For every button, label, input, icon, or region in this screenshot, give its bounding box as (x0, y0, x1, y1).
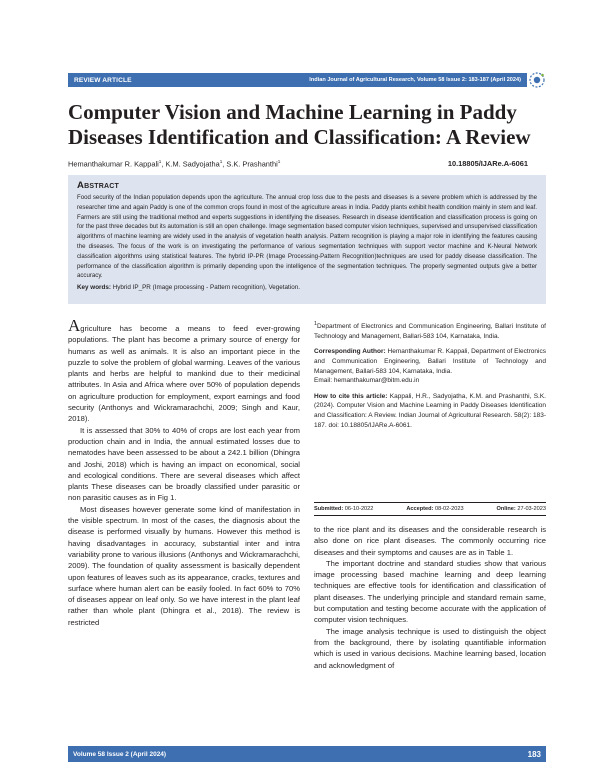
keywords-text: Hybrid IP_PR (Image processing - Pattern recognition), Vegetation. (112, 284, 300, 292)
accepted-date: Accepted: 08-02-2023 (406, 506, 464, 512)
author-name[interactable]: S.K. Prashanthi (226, 159, 278, 169)
submitted-date: Submitted: 06-10-2022 (314, 506, 374, 512)
affiliation-mark: 1 (277, 159, 281, 164)
affiliation: $^1$Department of Electronics and Communication Engineering, Ballari Institute of Technology and Management, Ballari-583 104, Karnataka, India. (314, 321, 546, 340)
footer-issue: Volume 58 Issue 2 (April 2024) (73, 750, 167, 758)
footer-bar (68, 746, 546, 762)
online-date: Online: 27-03-2023 (496, 506, 546, 512)
page-number: 183 (527, 749, 541, 759)
affiliation-mark: 1 (158, 159, 162, 164)
author-list: Hemanthakumar R. Kappali$^1$, K.M. Sadyojatha$^1$, S.K. Prashanthi$^1$ (68, 159, 281, 169)
crossmark-logo-icon[interactable] (528, 71, 546, 89)
email-link[interactable]: Email: hemanthakumar@bitm.edu.in (314, 377, 420, 385)
paragraph: The image analysis technique is used to distinguish the object from the background, there by isolating quantifiable information which is used in various decisions. Machine learning based, location and acknowledgment of (314, 626, 546, 670)
journal-citation: Indian Journal of Agricultural Research, Volume 58 Issue 2: 183-187 (April 2024) (309, 77, 521, 83)
author-name[interactable]: K.M. Sadyojatha (165, 159, 220, 169)
corresponding-author: Corresponding Author: Hemanthakumar R. Kappali, Department of Electronics and Communication Engineering, Ballari Institute of Technology and Management, Ballari-583 104, Karnataka, India. Email: hemanthakumar@bitm.edu.in (314, 348, 546, 385)
citation: How to cite this article: Kappali, H.R., Sadyojatha, K.M. and Prashanthi, S.K. (2024). Computer Vision and Machine Learning in Paddy Diseases Identification and Classification: A Review. Indian Journal of Agricultural Research. 58(2): 183-187. doi: 10.18805/IJARe.A-6061. (314, 392, 546, 429)
keywords (77, 284, 537, 291)
paragraph: to the rice plant and its diseases and the considerable research is also done on rice plant diseases. The commonly occurring rice diseases and their symptoms and causes are as in Table 1. (314, 525, 546, 557)
paragraph: It is assessed that 30% to 40% of crops are lost each year from production chain and in India, the annual estimated losses due to nematodes have been assessed to be about a 242.1 billion (Dhingra and Joshi, 2018) which is having an impact on economical, social and ecological conditions. There are several diseases which affect plants These diseases can be broadly classified under parasitic or non parasitic causes as in Fig 1. (68, 425, 300, 503)
author-name[interactable]: Hemanthakumar R. Kappali (68, 159, 159, 169)
paragraph: Agriculture has become a means to feed ever-growing populations. The plant has become a primary source of energy for humans as well as animals. It is also an important piece in the puzzle to solve the problem of global warming. Leaves of the various plants and herbs are helpful to mankind due to their medicinal attributes. In Asia and Africa where over 50% of population depends on agriculture production for employment, export earnings and food security (Anthonys and Wickramarachchi, 2009; Singh and Kaur, 2018). (68, 316, 300, 424)
citation-label: How to cite this article: (314, 392, 388, 400)
article-info (314, 320, 546, 436)
abstract-text: Food security of the Indian population depends upon the agriculture. The annual crop loss due to the pests and diseases is a severe problem which is addressed by the researcher time and again Paddy is one of the common crops found in most of the agriculture areas in India. Paddy plants exhibit health condition mainly in stem and leaf. Farmers are still using the traditional method and experts suggestions in identifying the diseases. Research in disease identification and classification process is going on for the past three decades but its automation is still an open challenge. Image segmentation based computer vision techniques, supervised and unsupervised classification algorithms of machine learning are widely used in the analysis of vegetation health analysis. Pattern recognition is playing a major role in identifying the features causing the diseases. The focus of the work is on investigating the performance of various segmentation techniques with support vector machine and K-Neural Network classification algorithms using statistical features. The hybrid IP-PR (Image Processing-Pattern Recognition)techniques are used for paddy disease classification. The performance of the classification algorithm is primarily depending upon the intelligence of the segmentation techniques. The properly segmented outputs give a better accuracy. (77, 194, 538, 280)
paragraph: Most diseases however generate some kind of manifestation in the visible spectrum. In most of the cases, the diagnosis about the disease is performed visually by humans. However this method is having disadvantages in accuracy, substantial inter and intra variability prone to various illusions (Anthonys and Wickramarachchi, 2009). The foundation of quality assessment is basically dependent upon features of leaves such as its appearance, cracks, textures and surface where human alert can be easily fooled. In fact 60% to 70% of diseases appear on leaf only. So we have interest in the plant leaf rather than whole plant (Dhingra et al., 2018). The review is restricted (68, 504, 300, 627)
body-left-column (68, 316, 300, 628)
drop-cap: A (68, 316, 81, 335)
abstract-heading: Abstract (77, 180, 119, 191)
article-title: Computer Vision and Machine Learning in Paddy Diseases Identification and Classification: A Review (68, 100, 531, 149)
publication-dates (314, 502, 546, 516)
paragraph: The important doctrine and standard studies show that various image processing based machine learning and deep learning techniques are effective tools for identification and classification of plant diseases. The underlying principle and standard remain same, but computation and testing become accurate with the application of computer vision techniques. (314, 558, 546, 625)
header-bar (68, 73, 527, 87)
body-right-column (314, 524, 546, 671)
article-type-label: REVIEW ARTICLE (74, 76, 132, 84)
corresponding-label: Corresponding Author: (314, 348, 386, 356)
affiliation-mark: 1 (219, 159, 223, 164)
doi-link[interactable]: 10.18805/IJARe.A-6061 (447, 159, 528, 168)
keywords-label: Key words: (77, 284, 111, 292)
abstract-box (68, 175, 546, 304)
